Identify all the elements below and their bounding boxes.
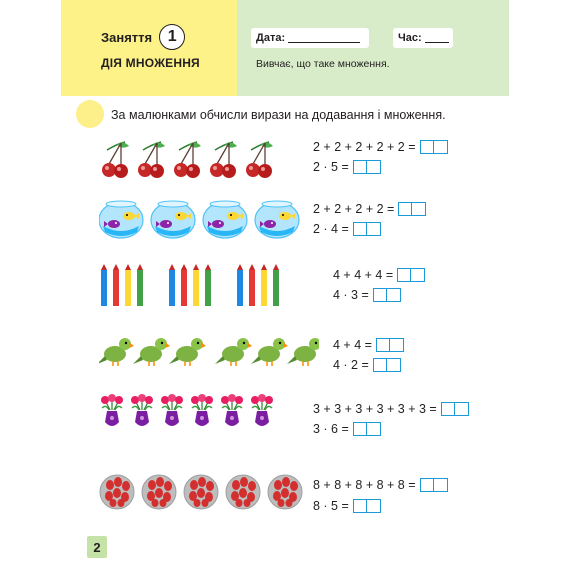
answer-box[interactable] [373, 358, 387, 372]
answer-box[interactable] [455, 402, 469, 416]
product-text: 4 · 3 = [333, 288, 369, 302]
product-text: 3 · 6 = [313, 422, 349, 436]
time-label: Час: [398, 32, 422, 44]
answer-boxes[interactable] [397, 268, 425, 282]
sum-expression-4 [333, 338, 404, 352]
parrots-picture [99, 330, 319, 380]
answer-boxes[interactable] [373, 358, 401, 372]
sum-text: 3 + 3 + 3 + 3 + 3 + 3 = [313, 402, 437, 416]
task-row-pencils [61, 262, 509, 312]
answer-box[interactable] [353, 160, 367, 174]
answer-box[interactable] [398, 202, 412, 216]
lesson-goal: Вивчає, що таке множення. [256, 58, 390, 70]
sum-expression-3 [333, 268, 425, 282]
sum-expression-6 [313, 478, 448, 492]
answer-boxes[interactable] [420, 140, 448, 154]
answer-box[interactable] [390, 338, 404, 352]
task-bullet-icon [76, 100, 104, 128]
sum-text: 8 + 8 + 8 + 8 + 8 = [313, 478, 416, 492]
answer-boxes[interactable] [376, 338, 404, 352]
answer-boxes[interactable] [441, 402, 469, 416]
task-instruction: За малюнками обчисли вирази на додавання і множення. [111, 108, 446, 122]
answer-box[interactable] [420, 140, 434, 154]
sum-text: 2 + 2 + 2 + 2 = [313, 202, 395, 216]
lesson-title [101, 24, 185, 50]
answer-box[interactable] [367, 422, 381, 436]
date-label: Дата: [256, 32, 286, 44]
task-row-parrots [61, 330, 509, 380]
product-text: 2 · 5 = [313, 160, 349, 174]
date-line [288, 42, 360, 43]
answer-box[interactable] [373, 288, 387, 302]
answer-box[interactable] [387, 288, 401, 302]
answer-box[interactable] [434, 140, 448, 154]
product-text: 4 · 2 = [333, 358, 369, 372]
task-row-aquariums [61, 196, 509, 246]
cherries-picture [99, 138, 319, 188]
answer-box[interactable] [367, 160, 381, 174]
answer-box[interactable] [441, 402, 455, 416]
sum-text: 4 + 4 + 4 = [333, 268, 394, 282]
product-expression-2 [313, 222, 381, 236]
answer-box[interactable] [353, 222, 367, 236]
answer-box[interactable] [387, 358, 401, 372]
strawberry-plates-picture [99, 468, 319, 518]
product-expression-3 [333, 288, 401, 302]
aquariums-picture [99, 196, 319, 246]
task-row-strawberries [61, 468, 509, 518]
answer-box[interactable] [376, 338, 390, 352]
time-field[interactable] [393, 28, 453, 48]
pencils-picture [99, 262, 319, 312]
lesson-header [61, 0, 237, 96]
answer-boxes[interactable] [353, 499, 381, 513]
product-expression-6 [313, 499, 381, 513]
sum-expression-1 [313, 140, 448, 154]
answer-boxes[interactable] [420, 478, 448, 492]
answer-box[interactable] [434, 478, 448, 492]
answer-boxes[interactable] [373, 288, 401, 302]
lesson-label: Заняття [101, 29, 153, 45]
answer-box[interactable] [412, 202, 426, 216]
workbook-page [61, 0, 509, 570]
product-text: 8 · 5 = [313, 499, 349, 513]
answer-boxes[interactable] [353, 422, 381, 436]
answer-box[interactable] [397, 268, 411, 282]
vases-picture [99, 394, 319, 444]
task-row-cherries [61, 138, 509, 188]
answer-boxes[interactable] [353, 222, 381, 236]
answer-boxes[interactable] [353, 160, 381, 174]
answer-box[interactable] [420, 478, 434, 492]
page-number: 2 [87, 536, 107, 558]
product-expression-4 [333, 358, 401, 372]
time-line [425, 42, 449, 43]
lesson-number: 1 [159, 24, 185, 50]
product-expression-5 [313, 422, 381, 436]
lesson-topic: ДІЯ МНОЖЕННЯ [101, 56, 200, 70]
lesson-info-panel [237, 0, 509, 96]
product-expression-1 [313, 160, 381, 174]
answer-box[interactable] [367, 499, 381, 513]
sum-text: 2 + 2 + 2 + 2 + 2 = [313, 140, 416, 154]
sum-expression-5 [313, 402, 469, 416]
answer-box[interactable] [353, 422, 367, 436]
answer-boxes[interactable] [398, 202, 426, 216]
answer-box[interactable] [367, 222, 381, 236]
date-field[interactable] [251, 28, 369, 48]
product-text: 2 · 4 = [313, 222, 349, 236]
answer-box[interactable] [411, 268, 425, 282]
sum-expression-2 [313, 202, 426, 216]
answer-box[interactable] [353, 499, 367, 513]
task-row-vases [61, 394, 509, 444]
sum-text: 4 + 4 = [333, 338, 372, 352]
